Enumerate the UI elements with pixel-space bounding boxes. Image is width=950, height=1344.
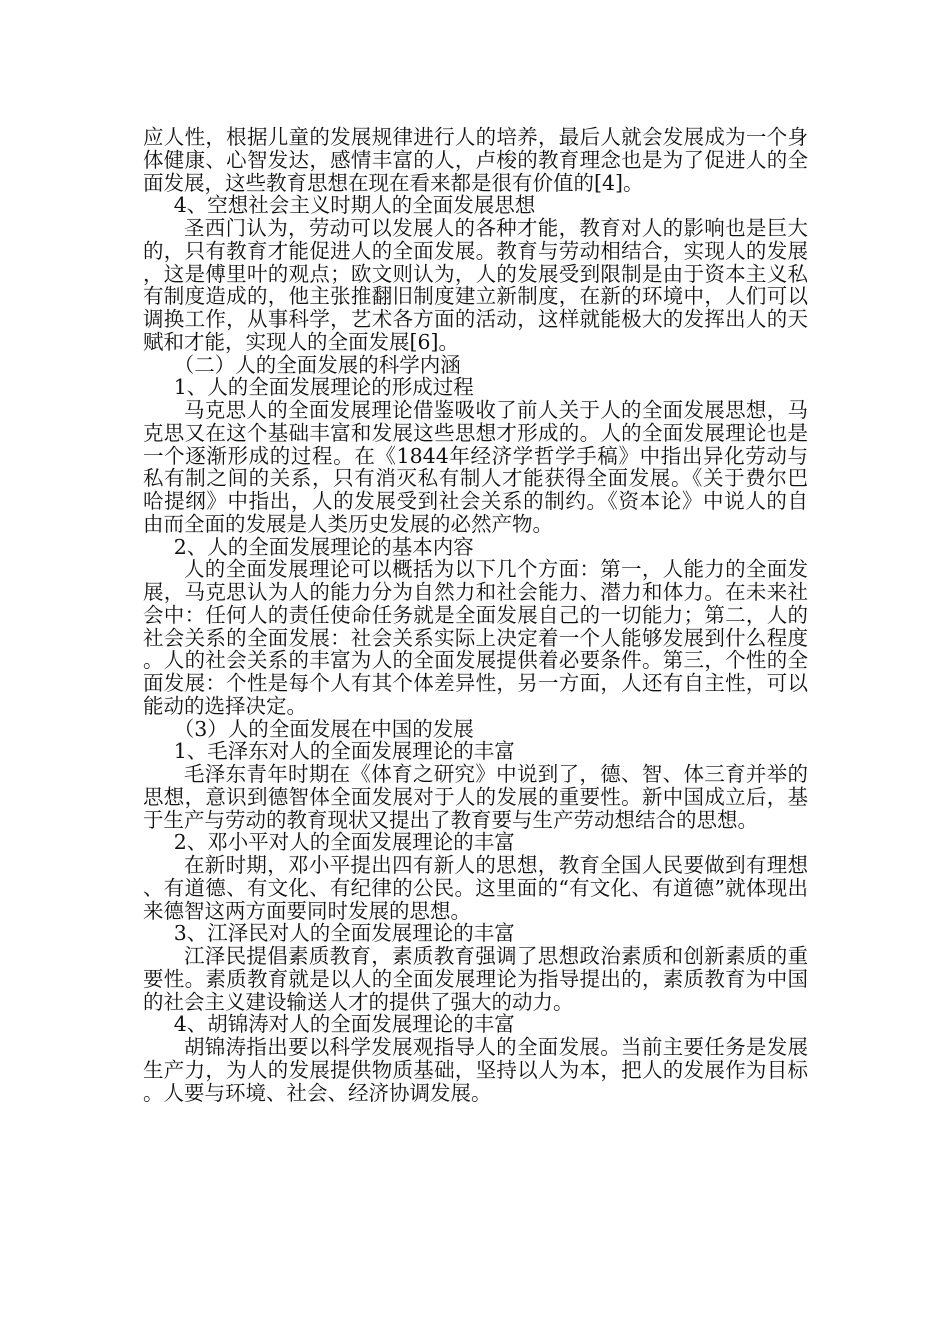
section-heading: 4、空想社会主义时期人的全面发展思想 (173, 193, 536, 218)
section-heading: 1、人的全面发展理论的形成过程 (173, 375, 474, 400)
body-paragraph: 应人性，根据儿童的发展规律进行人的培养，最后人就会发展成为一个身体健康、心智发达，感情丰富的人，卢梭的教育理念也是为了促进人的全面发展，这些教育思想在现在看来都是很有价值的[4]。 (143, 125, 808, 195)
body-paragraph: 毛泽东青年时期在《体育之研究》中说到了，德、智、体三育并举的思想，意识到德智体全面发展对于人的发展的重要性。新中国成立后，基于生产与劳动的教育现状又提出了教育要与生产劳动想结合的思想。 (143, 762, 808, 832)
section-heading: （二）人的全面发展的科学内涵 (173, 352, 461, 377)
body-paragraph: 人的全面发展理论可以概括为以下几个方面：第一，人能力的全面发展，马克思认为人的能力分为自然力和社会能力、潜力和体力。在未来社会中：任何人的责任使命任务就是全面发展自己的一切能力；第二，人的社会关系的全面发展：社会关系实际上决定着一个人能够发展到什么程度。人的社会关系的丰富为人的全面发展提供着必要条件。第三，个性的全面发展：个性是每个人有其个体差异性，另一方面，人还有自主性，可以能动的选择决定。 (143, 557, 808, 718)
body-paragraph: 胡锦涛指出要以科学发展观指导人的全面发展。当前主要任务是发展生产力，为人的发展提供物质基础，坚持以人为本，把人的发展作为目标。人要与环境、社会、经济协调发展。 (143, 1035, 808, 1105)
body-paragraph: 圣西门认为，劳动可以发展人的各种才能，教育对人的影响也是巨大的，只有教育才能促进人的全面发展。教育与劳动相结合，实现人的发展，这是傅里叶的观点；欧文则认为，人的发展受到限制是由于资本主义私有制度造成的，他主张推翻旧制度建立新制度，在新的环境中，人们可以调换工作，从事科学，艺术各方面的活动，这样就能极大的发挥出人的天赋和才能，实现人的全面发展[6]。 (143, 216, 808, 354)
document-body (143, 126, 808, 1104)
section-heading: 2、人的全面发展理论的基本内容 (173, 534, 474, 559)
section-heading: （3）人的全面发展在中国的发展 (173, 716, 474, 741)
section-heading: 4、胡锦涛对人的全面发展理论的丰富 (173, 1012, 515, 1037)
body-paragraph: 江泽民提倡素质教育，素质教育强调了思想政治素质和创新素质的重要性。素质教育就是以人的全面发展理论为指导提出的，素质教育为中国的社会主义建设输送人才的提供了强大的动力。 (143, 944, 808, 1014)
body-paragraph: 在新时期，邓小平提出四有新人的思想，教育全国人民要做到有理想、有道德、有文化、有纪律的公民。这里面的“有文化、有道德”就体现出来德智这两方面要同时发展的思想。 (143, 853, 808, 923)
section-heading: 1、毛泽东对人的全面发展理论的丰富 (173, 739, 515, 764)
body-paragraph: 马克思人的全面发展理论借鉴吸收了前人关于人的全面发展思想，马克思又在这个基础丰富和发展这些思想才形成的。人的全面发展理论也是一个逐渐形成的过程。在《1844年经济学哲学手稿》中指出异化劳动与私有制之间的关系，只有消灭私有制人才能获得全面发展。《关于费尔巴哈提纲》中指出，人的发展受到社会关系的制约。《资本论》中说人的自由而全面的发展是人类历史发展的必然产物。 (143, 398, 808, 536)
section-heading: 2、邓小平对人的全面发展理论的丰富 (173, 830, 515, 855)
section-heading: 3、江泽民对人的全面发展理论的丰富 (173, 921, 515, 946)
